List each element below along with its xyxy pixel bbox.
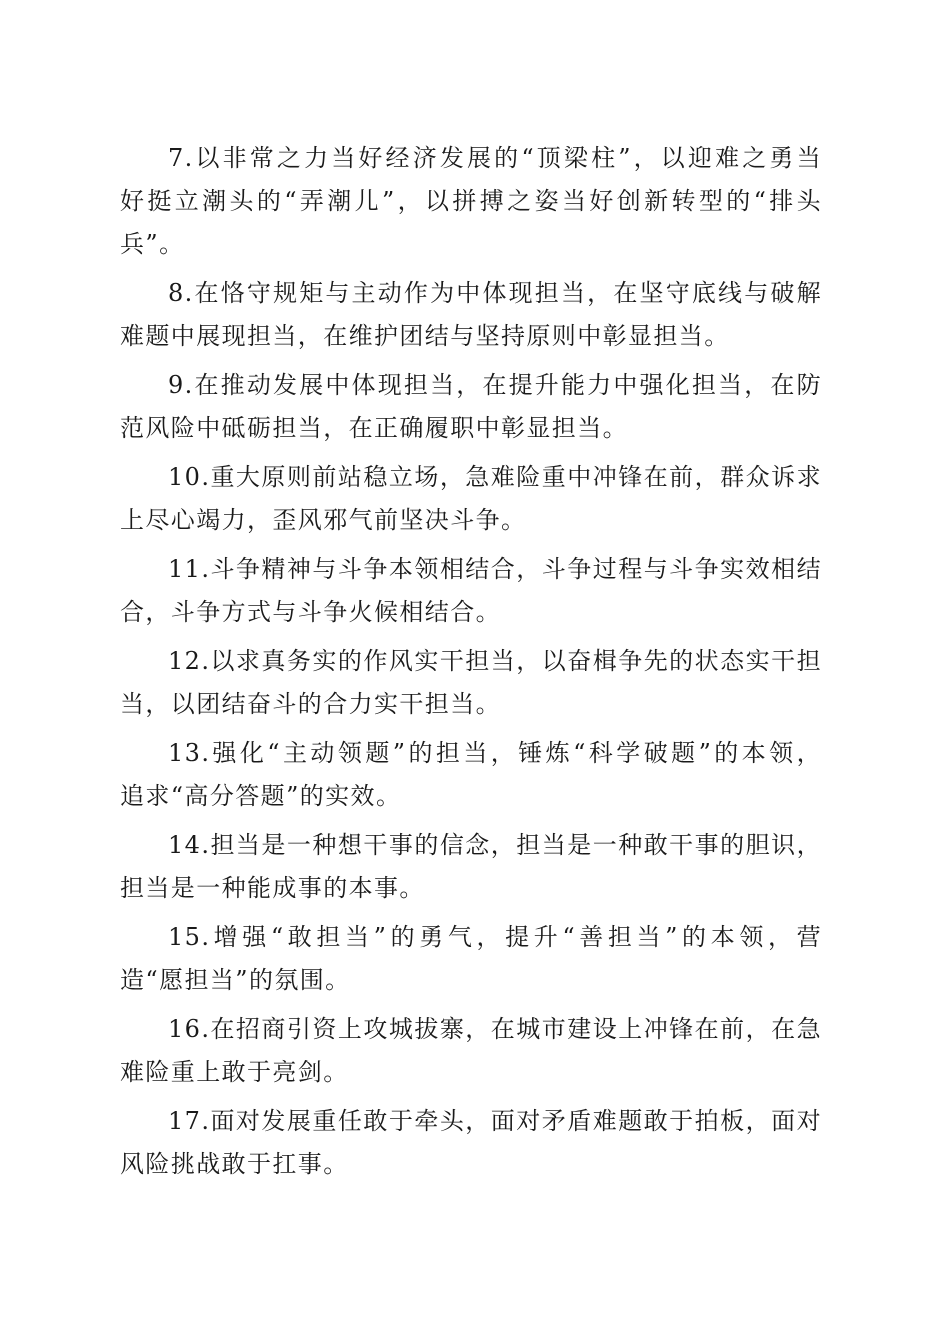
paragraph-13 <box>120 732 822 818</box>
paragraph-line: 7.以非常之力当好经济发展的“顶梁柱”，以迎难之勇当 <box>168 144 822 172</box>
paragraph-17 <box>120 1100 822 1186</box>
paragraph-line: 当，以团结奋斗的合力实干担当。 <box>120 690 501 718</box>
paragraph-line: 难险重上敢于亮剑。 <box>120 1058 349 1086</box>
paragraph-14 <box>120 824 822 910</box>
paragraph-line: 范风险中砥砺担当，在正确履职中彰显担当。 <box>120 414 628 442</box>
paragraph-line: 17.面对发展重任敢于牵头，面对矛盾难题敢于拍板，面对 <box>168 1107 822 1135</box>
paragraph-line: 好挺立潮头的“弄潮儿”，以拼搏之姿当好创新转型的“排头 <box>120 187 822 215</box>
paragraph-line: 10.重大原则前站稳立场，急难险重中冲锋在前，群众诉求 <box>168 463 822 491</box>
paragraph-line: 担当是一种能成事的本事。 <box>120 874 425 902</box>
paragraph-15 <box>120 916 822 1002</box>
paragraph-line: 15.增强“敢担当”的勇气，提升“善担当”的本领，营 <box>168 923 822 951</box>
paragraph-line: 11.斗争精神与斗争本领相结合，斗争过程与斗争实效相结 <box>168 555 822 583</box>
paragraph-12 <box>120 640 822 726</box>
paragraph-7 <box>120 137 822 266</box>
paragraph-line: 12.以求真务实的作风实干担当，以奋楫争先的状态实干担 <box>168 647 822 675</box>
paragraph-8 <box>120 272 822 358</box>
paragraph-line: 造“愿担当”的氛围。 <box>120 966 351 994</box>
paragraph-line: 追求“高分答题”的实效。 <box>120 782 402 810</box>
paragraph-line: 8.在恪守规矩与主动作为中体现担当，在坚守底线与破解 <box>168 279 822 307</box>
paragraph-line: 9.在推动发展中体现担当，在提升能力中强化担当，在防 <box>168 371 822 399</box>
paragraph-line: 13.强化“主动领题”的担当，锤炼“科学破题”的本领， <box>168 739 822 767</box>
paragraph-line: 风险挑战敢于扛事。 <box>120 1150 349 1178</box>
paragraph-line: 14.担当是一种想干事的信念，担当是一种敢干事的胆识， <box>168 831 822 859</box>
paragraph-10 <box>120 456 822 542</box>
paragraph-line: 16.在招商引资上攻城拔寨，在城市建设上冲锋在前，在急 <box>168 1015 822 1043</box>
paragraph-16 <box>120 1008 822 1094</box>
paragraph-line: 合，斗争方式与斗争火候相结合。 <box>120 598 501 626</box>
paragraph-line: 上尽心竭力，歪风邪气前坚决斗争。 <box>120 506 527 534</box>
paragraph-9 <box>120 364 822 450</box>
paragraph-line: 难题中展现担当，在维护团结与坚持原则中彰显担当。 <box>120 322 730 350</box>
paragraph-11 <box>120 548 822 634</box>
paragraph-line: 兵”。 <box>120 230 185 258</box>
document-body <box>120 137 822 1192</box>
